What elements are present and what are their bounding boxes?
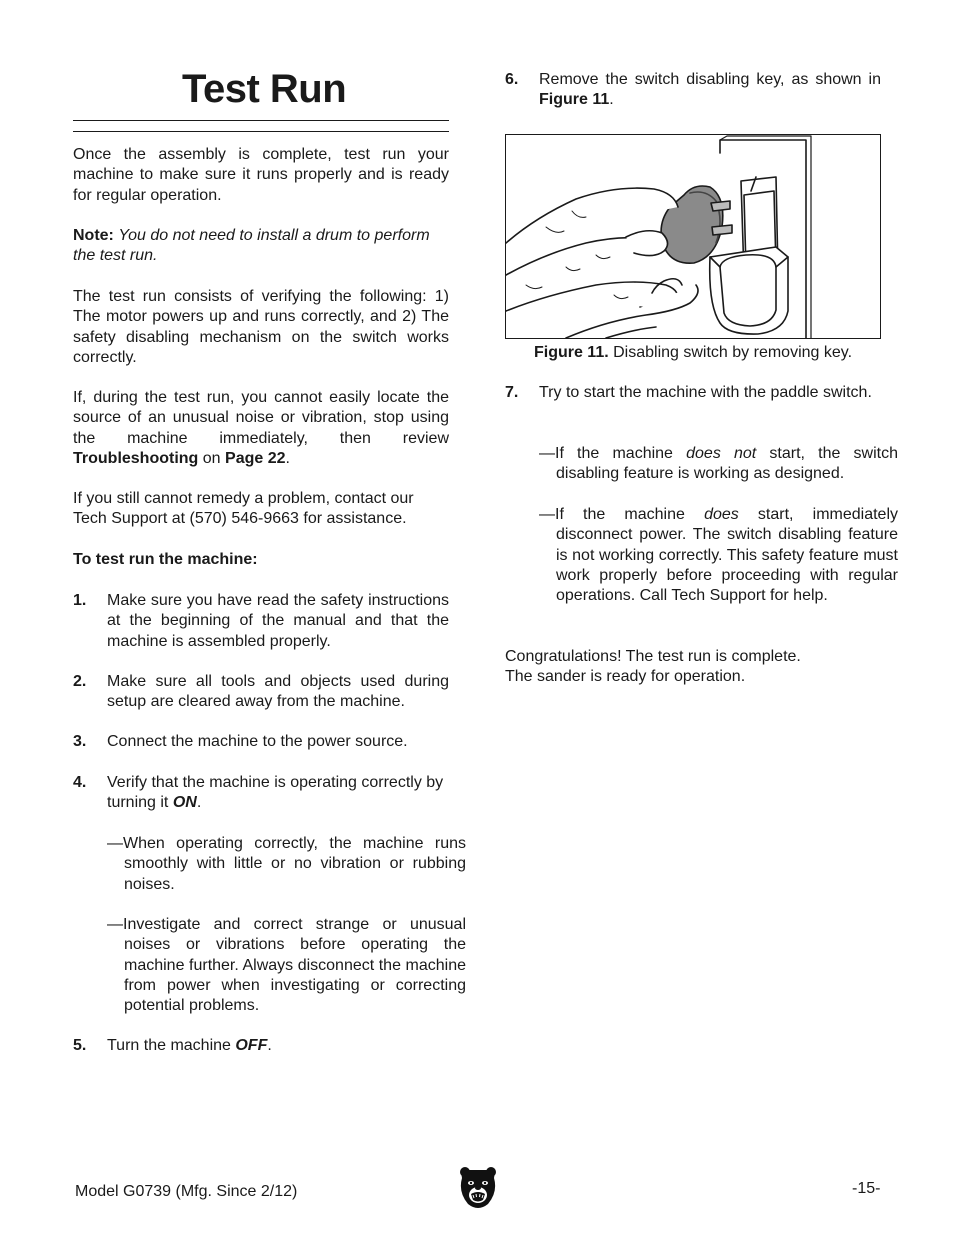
- step-number: 1.: [73, 592, 87, 609]
- step-4-period: .: [196, 794, 202, 812]
- page-number: -15-: [852, 1180, 881, 1197]
- step-text: Connect the machine to the power source.: [107, 733, 408, 750]
- footer-model: Model G0739 (Mfg. Since 2/12): [75, 1183, 298, 1200]
- figure-11: [505, 134, 881, 339]
- step-number: 5.: [73, 1037, 87, 1054]
- switch-key-illustration: [506, 135, 880, 338]
- step-text: Try to start the machine with the paddle switch.: [539, 384, 872, 401]
- bear-head-logo-icon: [458, 1166, 498, 1210]
- step-5-text: Turn the machine: [107, 1037, 236, 1054]
- step-text: Make sure you have read the safety instructions at the beginning of the manual and that the machine is assembled properly.: [107, 592, 449, 650]
- note-2-text: —If the machine: [539, 506, 705, 523]
- step-4: [73, 773, 449, 814]
- step-number: 3.: [73, 733, 87, 750]
- step-6-period: .: [609, 91, 614, 109]
- step-6: [505, 70, 881, 111]
- step-1: [73, 591, 449, 652]
- caption-text: Disabling switch by removing key.: [608, 344, 853, 361]
- troubleshooting-on: on: [198, 449, 226, 467]
- does-emphasis: does: [704, 506, 739, 523]
- troubleshooting-paragraph: [73, 388, 449, 469]
- troubleshooting-period: .: [285, 449, 290, 467]
- procedure-heading: [73, 550, 449, 570]
- troubleshooting-text: If, during the test run, you cannot easily locate the source of an unusual noise or vibration, stop using the machine immediately, then review: [73, 389, 449, 447]
- note-paragraph: [73, 226, 449, 267]
- note-2-rest: start, immediately disconnect power. The switch disabling feature is not working correctly. This safety feature must work properly before proceeding with regular operations. Call Tech Support for help.: [556, 506, 899, 605]
- step-text: [107, 773, 449, 814]
- verify-paragraph: The test run consists of verifying the following: 1) The motor powers up and runs correctly, and 2) The safety disabling mechanism on the switch works correctly.: [73, 288, 449, 366]
- step-number: 4.: [73, 774, 87, 791]
- step-7: [505, 383, 881, 403]
- note-1-text: —If the machine: [539, 445, 687, 462]
- note-1-rest: start, the switch disabling feature is working as designed.: [556, 445, 898, 483]
- caption-label: Figure 11.: [533, 344, 609, 361]
- step-number: 6.: [505, 71, 519, 88]
- step-4-note-2: —Investigate and correct strange or unusual noises or vibrations before operating the machine further. Always disconnect the machine from power when investigating or correcting potential problems.: [107, 916, 466, 1015]
- procedure-heading-text: To test run the machine:: [73, 551, 258, 568]
- step-5: [73, 1036, 449, 1056]
- intro-paragraph: Once the assembly is complete, test run your machine to make sure it runs properly and is ready for regular operation.: [73, 146, 449, 204]
- off-keyword: OFF: [235, 1037, 268, 1054]
- support-paragraph: If you still cannot remedy a problem, contact our Tech Support at (570) 546-9663 for assistance.: [73, 490, 414, 528]
- does-not-emphasis: does not: [686, 445, 757, 462]
- step-text: [107, 1036, 449, 1056]
- step-7-note-2: [539, 505, 898, 606]
- step-number: 2.: [73, 673, 87, 690]
- step-number: 7.: [505, 384, 519, 401]
- troubleshooting-link: Troubleshooting: [73, 449, 199, 467]
- step-6-text: Remove the switch disabling key, as shown in: [539, 71, 881, 88]
- step-2: [73, 672, 449, 713]
- step-text: [539, 70, 881, 111]
- step-text: Make sure all tools and objects used during setup are cleared away from the machine.: [107, 673, 449, 711]
- note-label: Note:: [73, 227, 114, 244]
- title-rule-top: [73, 120, 449, 121]
- step-4-text: Verify that the machine is operating correctly by turning it: [107, 774, 444, 812]
- on-keyword: ON: [172, 794, 197, 812]
- congrats-line-1: Congratulations! The test run is complete.: [505, 648, 801, 665]
- figure-reference: Figure 11: [539, 91, 610, 109]
- step-3: [73, 732, 449, 752]
- congrats-line-2: The sander is ready for operation.: [505, 668, 746, 685]
- note-text: You do not need to install a drum to perform the test run.: [73, 227, 430, 265]
- step-5-period: .: [267, 1037, 272, 1054]
- page-title: Test Run: [182, 67, 347, 111]
- step-4-note-1: —When operating correctly, the machine runs smoothly with little or no vibration or rubbing noises.: [107, 835, 466, 893]
- figure-11-caption: [505, 343, 881, 363]
- title-rule-bottom: [73, 131, 449, 132]
- step-7-note-1: [539, 444, 898, 485]
- page-reference: Page 22: [225, 449, 286, 467]
